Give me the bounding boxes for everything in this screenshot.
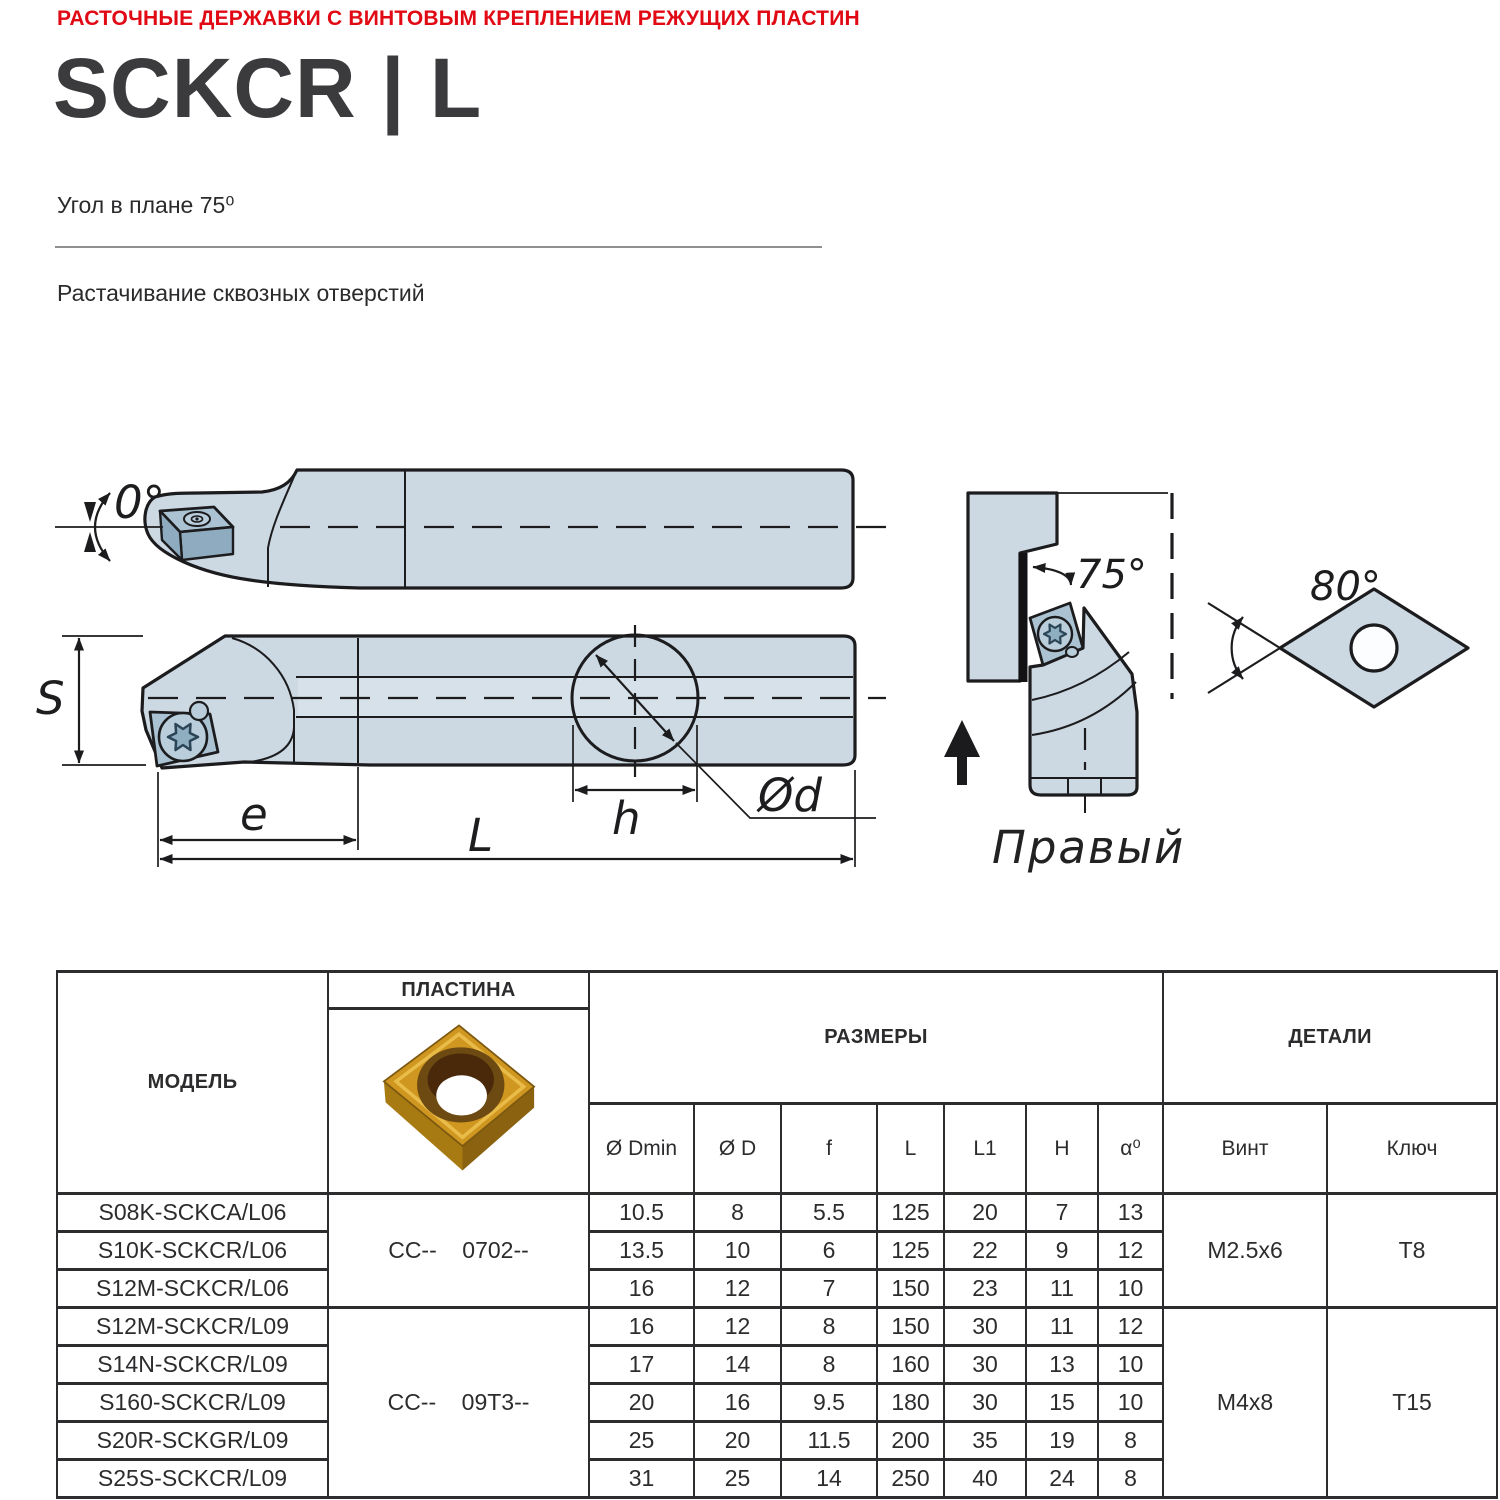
dim-cell: 8 (781, 1308, 877, 1346)
dim-cell: 31 (589, 1460, 694, 1498)
dim-cell: 30 (944, 1308, 1026, 1346)
dim-cell: 15 (1026, 1384, 1098, 1422)
dim-cell: 8 (781, 1346, 877, 1384)
dim-cell: 17 (589, 1346, 694, 1384)
dim-cell: 25 (694, 1460, 781, 1498)
col-header-d: Ø D (694, 1104, 781, 1194)
page-title: SCKCR | L (53, 41, 483, 135)
dim-cell: 13.5 (589, 1232, 694, 1270)
key-cell: T15 (1327, 1308, 1497, 1498)
feed-direction-arrow-icon (944, 720, 980, 757)
bar-diameter-label: Ød (758, 769, 822, 822)
key-cell: T8 (1327, 1194, 1497, 1308)
dim-cell: 14 (781, 1460, 877, 1498)
dim-cell: 250 (877, 1460, 944, 1498)
dim-cell: 180 (877, 1384, 944, 1422)
dim-cell: 25 (589, 1422, 694, 1460)
dim-cell: 7 (781, 1270, 877, 1308)
dim-cell: 20 (589, 1384, 694, 1422)
head-length-label: e (240, 788, 268, 841)
dim-cell: 11 (1026, 1270, 1098, 1308)
back-angle-label: 0° (114, 476, 166, 529)
dim-cell: 13 (1098, 1194, 1163, 1232)
dim-cell: 10 (694, 1232, 781, 1270)
col-header-l: L (877, 1104, 944, 1194)
dim-cell: 9 (1026, 1232, 1098, 1270)
dim-cell: 40 (944, 1460, 1026, 1498)
dim-cell: 22 (944, 1232, 1026, 1270)
dim-cell: 12 (1098, 1308, 1163, 1346)
col-header-details: ДЕТАЛИ (1163, 972, 1497, 1104)
screw-cell: M2.5x6 (1163, 1194, 1327, 1308)
dim-cell: 12 (694, 1270, 781, 1308)
table-row (57, 1308, 1497, 1346)
dim-cell: 35 (944, 1422, 1026, 1460)
dim-cell: 150 (877, 1270, 944, 1308)
dim-cell: 6 (781, 1232, 877, 1270)
screw-cell: M4x8 (1163, 1308, 1327, 1498)
head-width-label: h (612, 792, 641, 845)
model-cell: S10K-SCKCR/L06 (57, 1232, 328, 1270)
technical-drawings (0, 430, 1500, 930)
dim-cell: 12 (694, 1308, 781, 1346)
dim-cell: 14 (694, 1346, 781, 1384)
dim-cell: 10.5 (589, 1194, 694, 1232)
model-cell: S20R-SCKGR/L09 (57, 1422, 328, 1460)
application-description: Растачивание сквозных отверстий (57, 280, 425, 306)
dim-cell: 16 (589, 1270, 694, 1308)
insert-side-front-face (180, 527, 233, 560)
col-header-screw: Винт (1163, 1104, 1327, 1194)
col-header-key: Ключ (1327, 1104, 1497, 1194)
dim-cell: 12 (1098, 1232, 1163, 1270)
top-view-drawing (36, 625, 886, 867)
dim-cell: 9.5 (781, 1384, 877, 1422)
model-cell: S08K-SCKCA/L06 (57, 1194, 328, 1232)
page-kicker: РАСТОЧНЫЕ ДЕРЖАВКИ С ВИНТОВЫМ КРЕПЛЕНИЕМ РЕЖУЩИХ ПЛАСТИН (57, 7, 860, 30)
total-length-label: L (468, 809, 494, 862)
dim-cell: 200 (877, 1422, 944, 1460)
dim-cell: 20 (944, 1194, 1026, 1232)
dim-cell: 20 (694, 1422, 781, 1460)
dim-cell: 7 (1026, 1194, 1098, 1232)
dim-cell: 8 (1098, 1422, 1163, 1460)
dim-cell: 8 (694, 1194, 781, 1232)
dim-cell: 30 (944, 1346, 1026, 1384)
model-cell: S160-SCKCR/L09 (57, 1384, 328, 1422)
divider-line (55, 246, 822, 248)
dim-cell: 24 (1026, 1460, 1098, 1498)
model-cell: S14N-SCKCR/L09 (57, 1346, 328, 1384)
table-row (57, 1194, 1497, 1232)
dim-cell: 160 (877, 1346, 944, 1384)
col-header-f: f (781, 1104, 877, 1194)
dim-cell: 23 (944, 1270, 1026, 1308)
side-view-drawing (55, 470, 886, 588)
dim-cell: 10 (1098, 1270, 1163, 1308)
col-header-dimensions: РАЗМЕРЫ (589, 972, 1163, 1104)
dim-cell: 11.5 (781, 1422, 877, 1460)
hand-label: Правый (992, 821, 1186, 874)
dim-cell: 11 (1026, 1308, 1098, 1346)
dim-cell: 19 (1026, 1422, 1098, 1460)
col-header-l1: L1 (944, 1104, 1026, 1194)
dim-cell: 150 (877, 1308, 944, 1346)
insert-code-cell: CC-- 0702-- (328, 1194, 589, 1308)
end-view-drawing (944, 493, 1185, 874)
approach-angle-label: 75° (1076, 552, 1147, 598)
insert-code-cell: CC-- 09T3-- (328, 1308, 589, 1498)
spec-table (56, 970, 1498, 1499)
dim-cell: 16 (589, 1308, 694, 1346)
insert-hole (1351, 625, 1397, 671)
dim-cell: 16 (694, 1384, 781, 1422)
model-cell: S12M-SCKCR/L06 (57, 1270, 328, 1308)
model-cell: S25S-SCKCR/L09 (57, 1460, 328, 1498)
insert-point-angle-label: 80° (1310, 564, 1381, 610)
model-cell: S12M-SCKCR/L09 (57, 1308, 328, 1346)
dim-cell: 5.5 (781, 1194, 877, 1232)
col-header-insert: ПЛАСТИНА (328, 972, 589, 1009)
shank-height-label: S (36, 672, 65, 725)
dim-cell: 10 (1098, 1384, 1163, 1422)
col-header-dmin: Ø Dmin (589, 1104, 694, 1194)
insert-photo-cell (328, 1009, 589, 1194)
dim-cell: 30 (944, 1384, 1026, 1422)
dim-cell: 13 (1026, 1346, 1098, 1384)
col-header-alpha: α⁰ (1098, 1104, 1163, 1194)
col-header-model: МОДЕЛЬ (57, 972, 328, 1194)
insert-photo (371, 1015, 547, 1181)
dim-cell: 125 (877, 1232, 944, 1270)
col-header-h: H (1026, 1104, 1098, 1194)
dim-cell: 125 (877, 1194, 944, 1232)
insert-angle-drawing (1208, 564, 1468, 707)
dim-cell: 10 (1098, 1346, 1163, 1384)
plan-angle-subtitle: Угол в плане 75⁰ (57, 192, 235, 218)
dim-cell: 8 (1098, 1460, 1163, 1498)
